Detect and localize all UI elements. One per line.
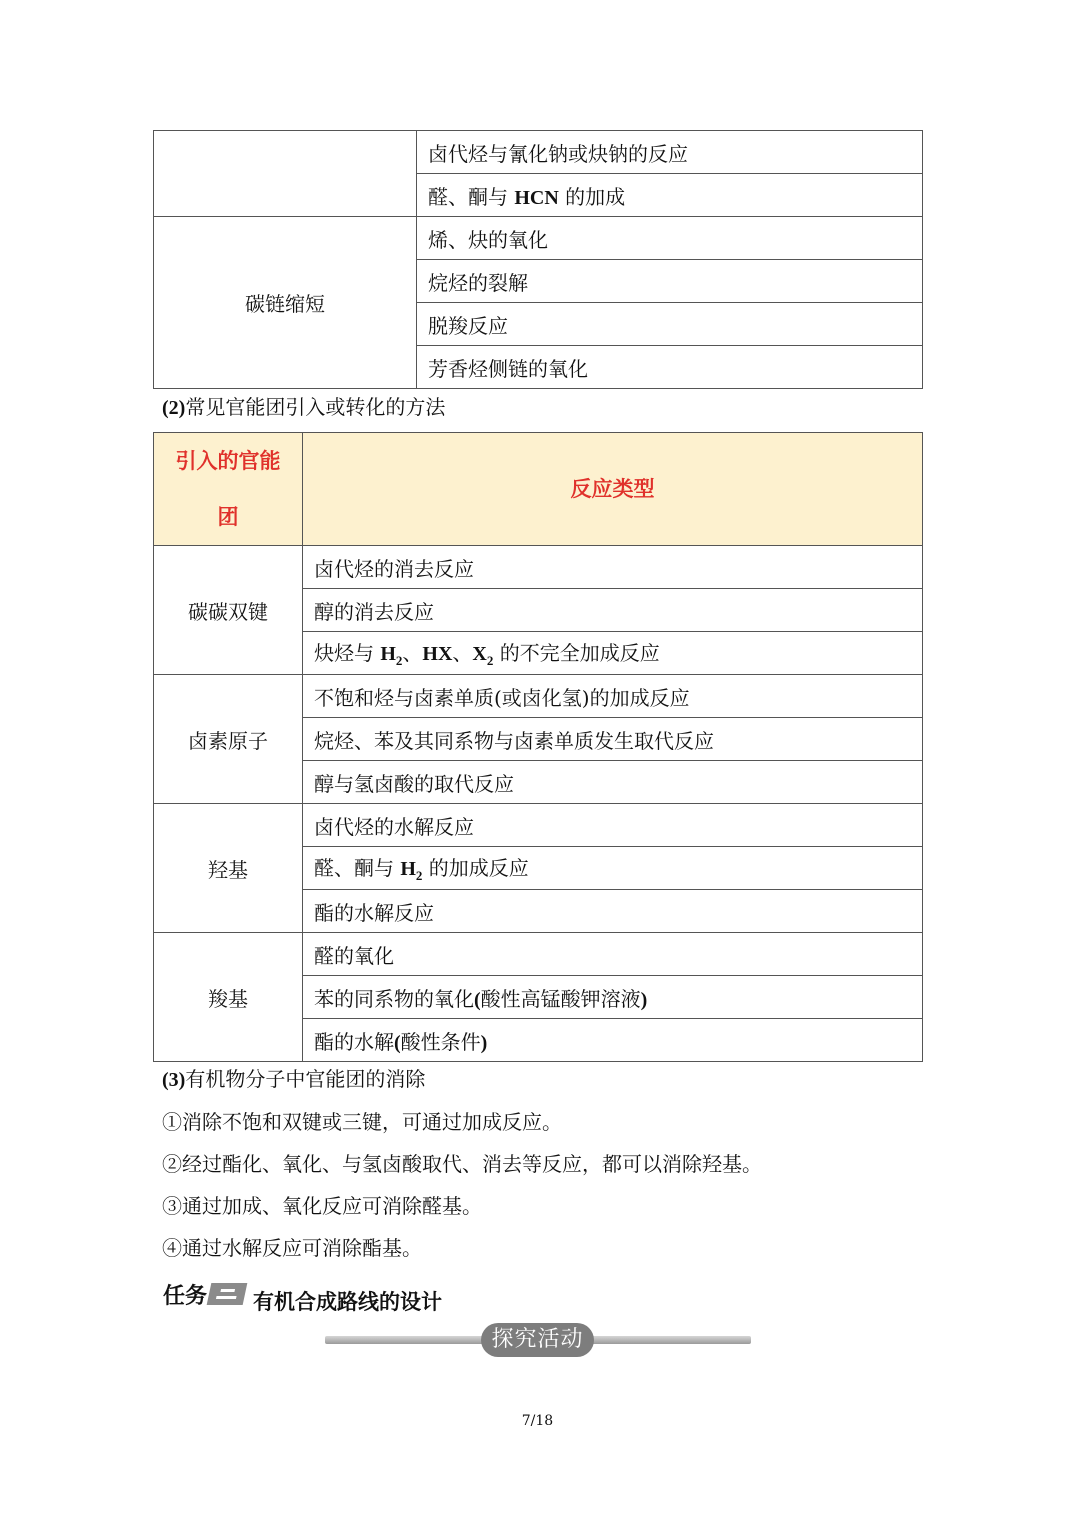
header-reaction: 反应类型 <box>303 433 923 546</box>
reaction-cell: 醇与氢卤酸的取代反应 <box>303 761 923 804</box>
formula-part: X <box>472 643 487 665</box>
text-part: 醛、酮与 <box>314 856 401 880</box>
section-text: 有机物分子中官能团的消除 <box>185 1067 426 1091</box>
point-3: ③通过加成、氧化反应可消除醛基。 <box>162 1194 482 1218</box>
formula-part: ) <box>640 988 648 1011</box>
reaction-cell: 烷烃、苯及其同系物与卤素单质发生取代反应 <box>303 718 923 761</box>
section-number: (3) <box>162 1069 186 1091</box>
task-number-badge-icon <box>207 1283 248 1305</box>
subscript: 2 <box>415 868 423 883</box>
activity-banner <box>325 1323 751 1357</box>
reaction-cell: 酯的水解反应 <box>303 890 923 933</box>
point-2: ②经过酯化、氧化、与氢卤酸取代、消去等反应，都可以消除羟基。 <box>162 1152 762 1176</box>
subscript: 2 <box>486 653 494 668</box>
category-cell: 羧基 <box>154 933 303 1062</box>
reaction-cell: 卤代烃的水解反应 <box>303 804 923 847</box>
reaction-text: 醛、酮与 HCN 的加成 <box>428 184 626 209</box>
formula-part: H <box>380 643 396 665</box>
reaction-cell: 卤代烃与氰化钠或炔钠的反应 <box>417 131 923 174</box>
reaction-cell: 卤代烃的消去反应 <box>303 546 923 589</box>
category-cell: 碳链缩短 <box>154 217 417 389</box>
task-heading <box>163 1272 442 1316</box>
functional-group-table <box>153 432 923 1062</box>
formula-part: ) <box>480 1031 488 1054</box>
banner-label: 探究活动 <box>481 1323 594 1357</box>
table-row <box>154 546 923 589</box>
reaction-cell <box>303 632 923 675</box>
table-row <box>154 217 923 260</box>
reaction-cell: 烷烃的裂解 <box>417 260 923 303</box>
category-cell: 碳碳双键 <box>154 546 303 675</box>
formula-part: HCN <box>514 186 559 209</box>
point-1: ①消除不饱和双键或三键，可通过加成反应。 <box>162 1110 562 1134</box>
header-group-line1: 引入的官能 <box>175 449 281 473</box>
text-part: 、 <box>452 641 473 665</box>
text-part: 炔烃与 <box>314 641 381 665</box>
reaction-cell <box>303 847 923 890</box>
section-text: 常见官能团引入或转化的方法 <box>185 395 446 419</box>
section-number: (2) <box>162 397 186 419</box>
page-number: 7/18 <box>521 1413 554 1429</box>
category-cell: 卤素原子 <box>154 675 303 804</box>
section-heading-2 <box>162 391 445 420</box>
carbon-chain-table <box>153 130 923 389</box>
reaction-cell: 不饱和烃与卤素单质(或卤化氢)的加成反应 <box>303 675 923 718</box>
header-group <box>154 433 303 546</box>
text-part: 的不完全加成反应 <box>493 641 660 665</box>
reaction-cell: 烯、炔的氧化 <box>417 217 923 260</box>
task-title: 有机合成路线的设计 <box>253 1290 443 1314</box>
reaction-cell: 苯的同系物的氧化(酸性高锰酸钾溶液) <box>303 976 923 1019</box>
reaction-cell: 醛的氧化 <box>303 933 923 976</box>
header-group-line2: 团 <box>217 505 239 529</box>
formula-part: ( <box>474 988 481 1011</box>
reaction-cell: 芳香烃侧链的氧化 <box>417 346 923 389</box>
header-row <box>154 433 923 546</box>
reaction-cell: 酯的水解(酸性条件) <box>303 1019 923 1062</box>
table-row <box>154 131 923 174</box>
text-part: 、 <box>402 641 423 665</box>
category-cell: 羟基 <box>154 804 303 933</box>
section-heading-3 <box>162 1063 425 1092</box>
formula-part: ( <box>394 1031 401 1054</box>
table-row <box>154 933 923 976</box>
reaction-cell <box>417 174 923 217</box>
reaction-cell: 脱羧反应 <box>417 303 923 346</box>
table-row <box>154 675 923 718</box>
table-row <box>154 804 923 847</box>
reaction-cell: 醇的消去反应 <box>303 589 923 632</box>
formula-part: H <box>400 858 416 880</box>
task-label: 任务 <box>163 1283 208 1309</box>
text-part: 的加成反应 <box>422 856 529 880</box>
subscript: 2 <box>395 653 403 668</box>
category-cell <box>154 131 417 217</box>
point-4: ④通过水解反应可消除酯基。 <box>162 1236 422 1260</box>
formula-part: HX <box>422 643 453 665</box>
